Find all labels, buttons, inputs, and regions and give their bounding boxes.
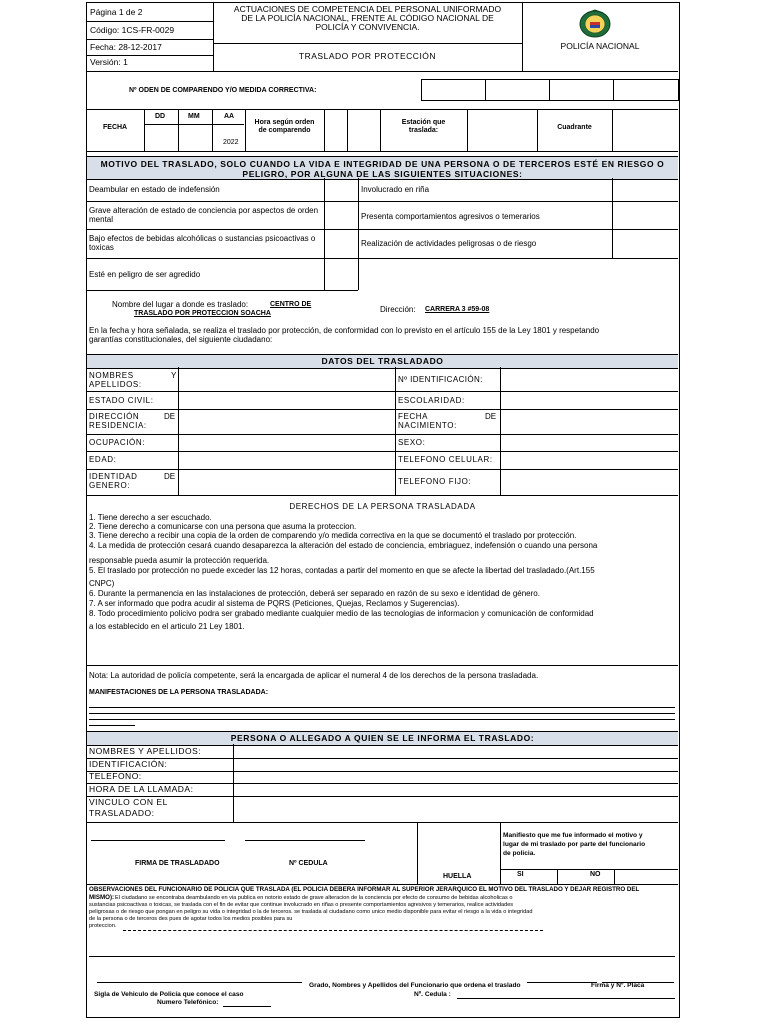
date-div-6 — [347, 109, 348, 151]
derechos-title: DERECHOS DE LA PERSONA TRASLADADA — [289, 502, 476, 511]
derecho-6: 6. Durante la permanencia en las instalaciones de protección, deberá ser separado en razón de su sexo e identidad de género. — [89, 589, 540, 598]
datos-title-bar — [87, 354, 678, 369]
informa-hora: HORA DE LA LLAMADA: — [89, 784, 194, 794]
obs-body-1: El ciudadano se encontraba deambulando en via publica en notorio estado de grave alteracion de la conciencia por efecto de consumo de bebidas alcoholicas o — [115, 895, 513, 901]
motivo-div-2 — [358, 178, 359, 290]
datos-identificacion: Nº IDENTIFICACIÓN: — [398, 375, 483, 384]
firmas-bottom — [87, 884, 678, 885]
motivo-line-3 — [87, 258, 678, 259]
footer-sigla: Sigla de Vehiculo de Policía que conoce el caso — [94, 991, 244, 998]
motivo-title-bar — [87, 156, 678, 180]
obs-body-2: sustancias psicoactivas o toxicas, se traslada con el fin de evitar que continue involucrado en riñas o presente comportamientos agresivos y temerarios, realice actividades — [89, 902, 514, 908]
org-name: POLICÍA NACIONAL — [560, 41, 640, 51]
informa-line-1 — [87, 758, 678, 759]
motivo-div-1 — [324, 178, 325, 290]
derecho-4: 4. La medida de protección cesará cuando desaparezca la alteración del estado de conciencia, embriaguez, indefensión o cuando una persona — [89, 541, 598, 550]
intro-line-2: garantías constitucionales, del siguiente ciudadano: — [89, 335, 273, 344]
footer-cedula-line — [457, 998, 675, 999]
datos-line-6 — [87, 495, 678, 496]
datos-celular: TELEFONO CELULAR: — [398, 455, 493, 464]
footer-cedula: Nº. Cedula : — [414, 991, 451, 998]
hora-label-1: Hora según orden — [254, 119, 315, 126]
datos-direccion-de: DE — [164, 412, 176, 421]
datos-genero: GENERO: — [89, 481, 131, 490]
order-label: Nº ODEN DE COMPARENDO Y/O MEDIDA CORRECTIVA: — [129, 87, 317, 94]
manifest-line-1 — [89, 707, 675, 708]
datos-line-5 — [87, 469, 678, 470]
datos-line-3 — [87, 434, 678, 435]
motivo-rina: Involucrado en riña — [361, 185, 430, 194]
obs-body-4: de la persona o de terceros des pues de agotar todos los medios posibles para su — [89, 916, 293, 922]
motivo-grave-alteracion: Grave alteración de estado de conciencia por aspectos de orden mental — [89, 206, 319, 225]
cedula-label: Nº CEDULA — [289, 860, 328, 867]
si-no-div-1 — [557, 869, 558, 884]
date-div-3 — [212, 109, 213, 151]
no-checkbox[interactable]: NO — [590, 871, 601, 878]
intro-line-1: En la fecha y hora señalada, se realiza el traslado por protección, de conformidad con lo previsto en el artículo 155 de la Ley 1801 y respetando — [89, 326, 600, 335]
order-bottom-line — [87, 109, 678, 110]
date-div-5 — [324, 109, 325, 151]
header-title-line — [213, 43, 522, 44]
derecho-8: 8. Todo procedimiento policivo podra ser grabado mediante cualquier medio de las tecnologias de informacion y comunicación de conformidad — [89, 609, 594, 618]
manifiesto-2: lugar de mi traslado por parte del funcionario — [503, 841, 646, 848]
datos-fecha-de: DE — [485, 412, 497, 421]
manifest-line-3 — [89, 719, 675, 720]
obs-body-3: peligrosas o de riesgo que pongan en peligro su vida o integridad o la de terceros. se traslada al ciudadano como unico medio disponible para evitar el riesgo a la vida o integridad — [89, 909, 533, 915]
datos-edad: EDAD: — [89, 455, 117, 464]
footer-telefono: Numero Telefónico: — [157, 999, 219, 1006]
datos-sexo: SEXO: — [398, 438, 426, 447]
informa-nombres: NOMBRES Y APELLIDOS: — [89, 746, 202, 756]
informa-telefono: TELEFONO: — [89, 771, 142, 781]
firma-label: FIRMA DE TRASLADADO — [135, 860, 220, 867]
header-title-3: POLICÍA Y CONVIVENCIA. — [315, 22, 420, 32]
obs-title-1: OBSERVACIONES DEL FUNCIONARIO DE POLICIA QUE TRASLADA (EL POLICIA DEBERA INFORMAR AL SUPERIOR JERARQUICO EL MOTIVO DEL TRASLADO Y DEJAR REGISTRO DEL — [89, 886, 640, 893]
footer-grado: Grado, Nombres y Apellidos del Funcionario que ordena el traslado — [309, 982, 521, 989]
order-cell-div-3 — [613, 79, 614, 101]
datos-line-2 — [87, 409, 678, 410]
obs-line-1 — [123, 930, 543, 931]
estacion-label-1: Estación que — [401, 119, 446, 126]
datos-fecha: FECHA — [398, 412, 429, 421]
si-no-div-2 — [614, 869, 615, 884]
datos-line-4 — [87, 451, 678, 452]
huella-label: HUELLA — [443, 873, 472, 880]
footer-line-grado-right — [527, 982, 597, 983]
derecho-4b: responsable pueda asumir la protección requerida. — [89, 556, 270, 565]
motivo-peligro-agredido: Esté en peligro de ser agredido — [89, 270, 201, 279]
datos-escolaridad: ESCOLARIDAD: — [398, 396, 465, 405]
informa-title: PERSONA O ALLEGADO A QUIEN SE LE INFORMA EL TRASLADO: — [230, 733, 535, 743]
place-value-2: TRASLADO POR PROTECCION SOACHA — [134, 310, 271, 317]
informa-line-5 — [87, 822, 678, 823]
form-sheet — [86, 2, 680, 1018]
header-line-3 — [87, 55, 213, 56]
datos-nombres-y: Y — [171, 371, 177, 380]
manifiesto-3: de policia. — [503, 850, 536, 857]
form-code: Código: 1CS-FR-0029 — [90, 25, 175, 35]
direccion-value: CARRERA 3 #59-08 — [425, 306, 490, 313]
date-mm: MM — [188, 113, 200, 120]
motivo-line-1 — [87, 201, 678, 202]
datos-identidad-de: DE — [164, 472, 176, 481]
datos-apellidos: APELLIDOS: — [89, 380, 142, 389]
header-title-2: DE LA POLICÍA NACIONAL, FRENTE AL CÓDIGO NACIONAL DE — [241, 13, 494, 23]
huella-right — [500, 822, 501, 884]
datos-telefono-fijo: TELEFONO FIJO: — [398, 477, 472, 486]
datos-estado-civil: ESTADO CIVIL: — [89, 396, 154, 405]
footer-line-grado-left — [97, 982, 302, 983]
order-cell-div-2 — [549, 79, 550, 101]
police-logo — [577, 9, 613, 39]
datos-ocupacion: OCUPACIÓN: — [89, 438, 146, 447]
footer-firma-placa: Firma y Nº. Placa — [591, 982, 645, 989]
derecho-8b: a los establecido en el articulo 21 Ley 1801. — [89, 622, 245, 631]
direccion-label: Dirección: — [380, 305, 416, 314]
place-value-1: CENTRO DE — [270, 301, 312, 308]
header-title-1: ACTUACIONES DE COMPETENCIA DEL PERSONAL UNIFORMADO — [233, 4, 502, 14]
informa-vinculo: VINCULO CON EL — [89, 797, 168, 807]
order-number-cells — [421, 79, 679, 101]
cedula-line — [245, 840, 365, 841]
derecho-3: 3. Tiene derecho a recibir una copia de la orden de comparendo y/o medida correctiva en la que se documentó el traslado por protección. — [89, 531, 577, 540]
date-div-8 — [467, 109, 468, 151]
derecho-2: 2. Tiene derecho a comunicarse con una persona que asuma la proteccion. — [89, 522, 357, 531]
datos-nombres: NOMBRES — [89, 371, 134, 380]
motivo-line-4 — [87, 290, 358, 291]
nota-text: Nota: La autoridad de policía competente, será la encargada de aplicar el numeral 4 de los derechos de la persona trasladada. — [89, 671, 539, 680]
header-subtitle: TRASLADO POR PROTECCIÓN — [298, 51, 437, 61]
manifestaciones-label: MANIFESTACIONES DE LA PERSONA TRASLADADA: — [89, 689, 269, 696]
header-line-2 — [87, 39, 213, 40]
motivo-bajo-efectos: Bajo efectos de bebidas alcohólicas o sustancias psicoactivas o toxicas — [89, 234, 316, 253]
cuadrante-label: Cuadrante — [557, 124, 592, 131]
estacion-label-2: traslada: — [408, 127, 439, 134]
datos-identidad: IDENTIDAD — [89, 472, 138, 481]
form-date: Fecha: 28-12-2017 — [90, 42, 162, 52]
huella-left — [417, 822, 418, 884]
motivo-actividades: Realización de actividades peligrosas o de riesgo — [361, 239, 537, 248]
datos-div-2 — [395, 367, 396, 495]
informa-line-2 — [87, 771, 678, 772]
manifest-line-4 — [89, 725, 135, 726]
place-label: Nombre del lugar a donde es traslado: — [112, 300, 249, 309]
datos-div-1 — [178, 367, 179, 495]
hora-label-2: de comparendo — [258, 127, 311, 134]
date-aa: AA — [224, 113, 235, 120]
form-version: Versión: 1 — [90, 57, 128, 67]
motivo-div-3 — [612, 178, 613, 258]
date-year: 2022 — [223, 139, 239, 146]
informa-title-bar — [87, 731, 678, 746]
obs-title-2: MISMO): — [89, 894, 115, 901]
derecho-1: 1. Tiene derecho a ser escuchado. — [89, 513, 212, 522]
date-div-2 — [178, 109, 179, 151]
datos-div-3 — [500, 367, 501, 495]
derecho-7: 7. A ser informado que podra acudir al sistema de PQRS (Peticiones, Quejas, Reclamos y Sugerencias). — [89, 599, 460, 608]
header-line-1 — [87, 21, 213, 22]
date-div-1 — [144, 109, 145, 151]
date-div-10 — [612, 109, 613, 151]
manifiesto-1: Manifiesto que me fue informado el motivo y — [503, 832, 643, 839]
motivo-title-1: MOTIVO DEL TRASLADO, SOLO CUANDO LA VIDA E INTEGRIDAD DE UNA PERSONA O DE TERCEROS ESTÉ EN RIESGO O — [100, 159, 665, 169]
si-no-top — [500, 869, 678, 870]
informa-line-4 — [87, 796, 678, 797]
obs-line-2 — [89, 956, 675, 957]
header-bottom-line — [87, 71, 678, 72]
datos-direccion: DIRECCIÓN — [89, 412, 140, 421]
derecho-5: 5. El traslado por protección no puede exceder las 12 horas, contadas a partir del momento en que se afecte la libertad del trasladado.(Art.155 — [89, 566, 595, 575]
datos-residencia: RESIDENCIA: — [89, 421, 147, 430]
date-dd: DD — [155, 113, 166, 120]
date-label: FECHA — [103, 124, 128, 131]
order-cell-div-1 — [485, 79, 486, 101]
derecho-5b: CNPC) — [89, 579, 115, 588]
date-row-mid — [144, 124, 244, 125]
motivo-agresivos: Presenta comportamientos agresivos o temerarios — [361, 212, 540, 221]
derechos-bottom-line — [87, 665, 678, 666]
footer-telefono-line — [223, 1006, 271, 1007]
si-checkbox[interactable]: SI — [517, 871, 524, 878]
informa-identificacion: IDENTIFICACIÓN: — [89, 759, 168, 769]
motivo-deambular: Deambular en estado de indefensión — [89, 185, 220, 194]
datos-title: DATOS DEL TRASLADADO — [321, 356, 444, 366]
informa-trasladado: TRASLADADO: — [89, 808, 155, 818]
datos-line-1 — [87, 391, 678, 392]
manifest-line-2 — [89, 713, 675, 714]
page-number: Página 1 de 2 — [90, 7, 143, 17]
motivo-title-2: PELIGRO, POR ALGUNA DE LAS SIGUIENTES SITUACIONES: — [242, 169, 523, 179]
date-row-bottom — [87, 151, 678, 152]
obs-body-5: proteccion. — [89, 923, 117, 929]
header-divider-right — [522, 3, 523, 71]
datos-nacimiento: NACIMIENTO: — [398, 421, 457, 430]
firma-line — [91, 840, 225, 841]
motivo-line-2 — [87, 229, 678, 230]
